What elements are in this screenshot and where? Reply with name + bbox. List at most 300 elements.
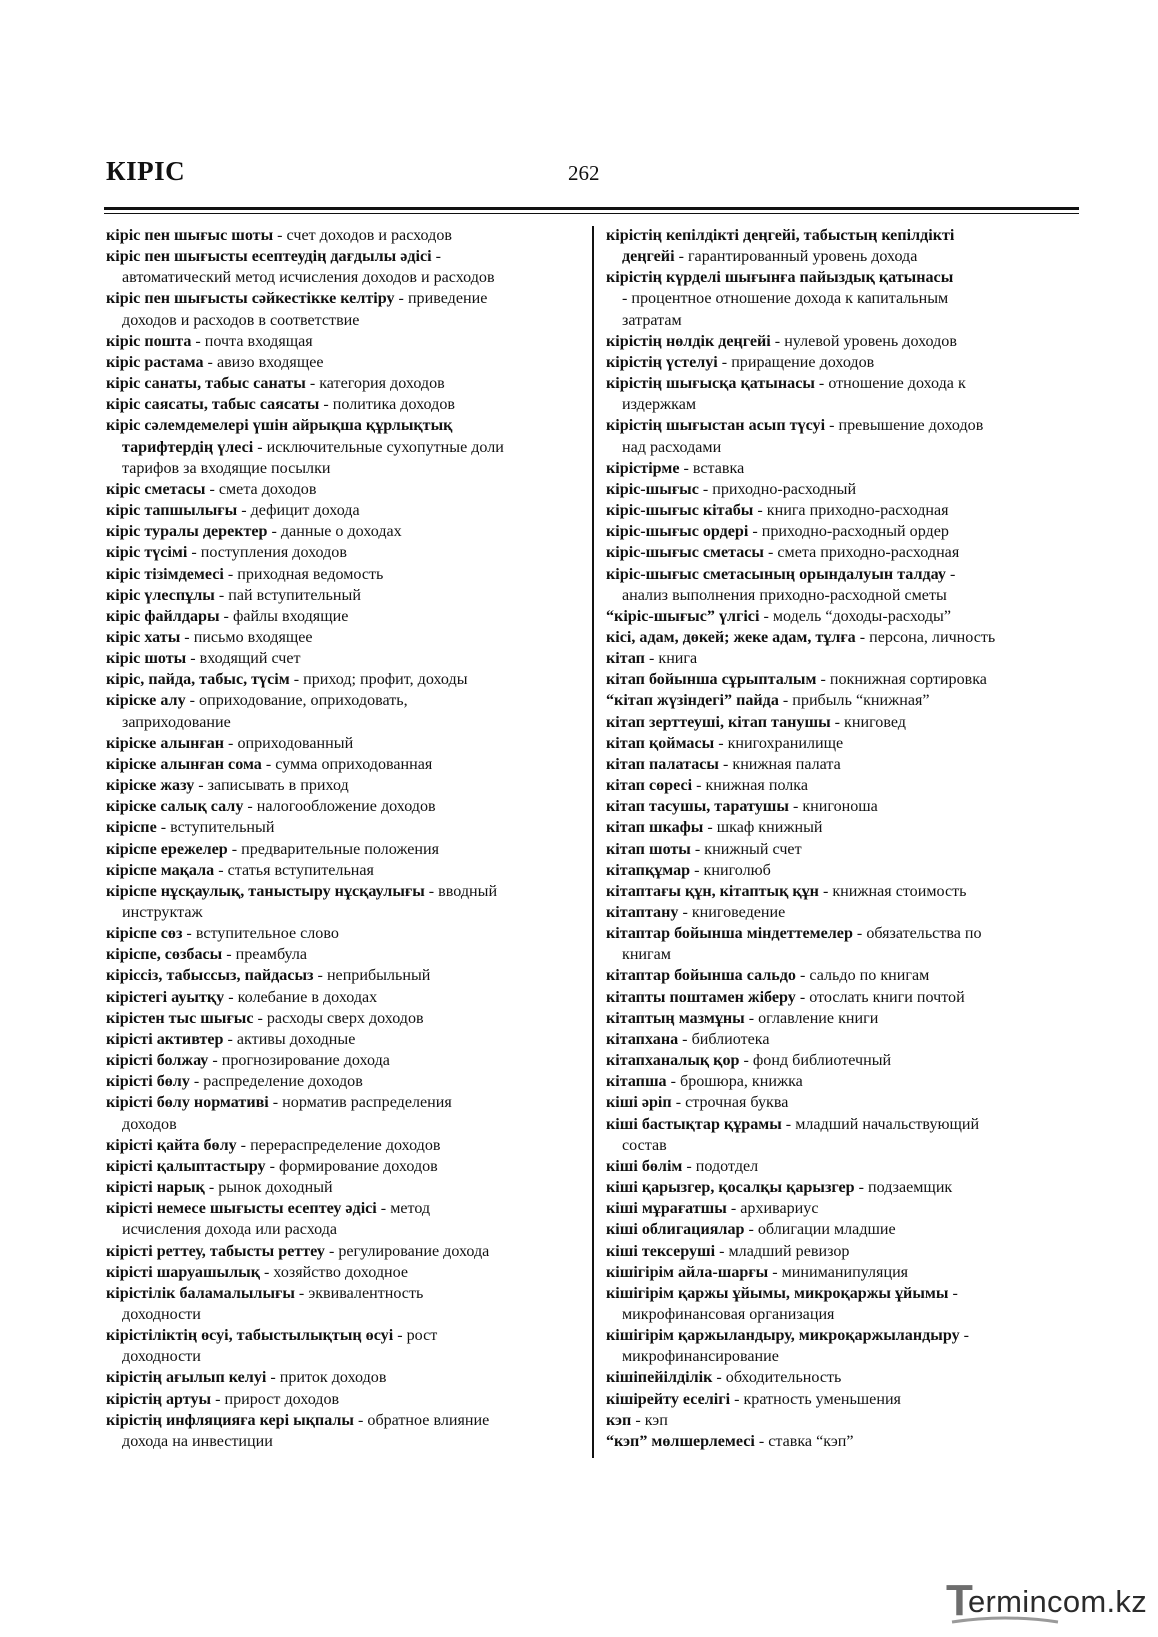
glossary-entry	[606, 352, 1080, 373]
glossary-entry	[606, 754, 1080, 775]
entry-definition: кратность уменьшения	[743, 1390, 901, 1408]
entry-term: кірістілік баламалылығы	[106, 1284, 295, 1302]
glossary-entry	[106, 500, 578, 521]
entry-definition-continued: микрофинансирование	[622, 1348, 779, 1366]
entry-definition: книжная полка	[705, 777, 809, 795]
entry-term: кіріспе ережелер	[106, 840, 228, 858]
entry-term: кітап қоймасы	[606, 734, 715, 752]
glossary-entry	[606, 1389, 1080, 1410]
entry-definition: книжная стоимость	[832, 882, 967, 900]
glossary-entry	[106, 606, 578, 627]
entry-definition: смета доходов	[218, 480, 317, 498]
glossary-entry	[106, 839, 578, 860]
entry-definition: метод	[390, 1200, 431, 1218]
header-rule-thick	[104, 207, 1079, 210]
entry-term: кірісті шаруашылық	[106, 1263, 260, 1281]
entry-separator: -	[744, 1221, 758, 1239]
entry-definition-continued: - процентное отношение дохода к капитальным	[622, 290, 949, 308]
entry-definition-continued: исчисления дохода или расхода	[122, 1221, 338, 1239]
entry-separator: -	[189, 1073, 204, 1091]
entry-definition: вводный	[438, 882, 498, 900]
entry-separator: -	[825, 417, 839, 435]
entry-term: кіріс туралы деректер	[106, 523, 268, 541]
entry-definition: приход; профит, доходы	[303, 671, 468, 689]
entry-separator: -	[156, 819, 171, 837]
glossary-entry	[106, 437, 578, 458]
entry-term: деңгейі	[622, 248, 675, 266]
entry-term: кіріске алынған сома	[106, 755, 262, 773]
entry-term: кірісті нарық	[106, 1179, 205, 1197]
entry-definition: письмо входящее	[193, 628, 313, 646]
entry-definition-continued: анализ выполнения приходно-расходной сметы	[622, 586, 947, 604]
entry-definition: оприходованный	[237, 734, 354, 752]
entry-term: кіші қарызгер, қосалқы қарызгер	[606, 1179, 855, 1197]
glossary-entry	[106, 1008, 578, 1029]
glossary-entry	[606, 1008, 1080, 1029]
glossary-entry	[106, 521, 578, 542]
glossary-entry	[606, 1431, 1080, 1452]
entry-definition: входящий счет	[199, 650, 301, 668]
entry-separator: -	[219, 607, 233, 625]
entry-definition: формирование доходов	[279, 1157, 438, 1175]
entry-term: кішігірім қаржыландыру, микроқаржыландыру	[606, 1327, 960, 1345]
entry-separator: -	[211, 1390, 225, 1408]
glossary-entry	[106, 288, 578, 309]
glossary-entry	[606, 881, 1080, 902]
entry-definition-continued: доходности	[122, 1305, 201, 1323]
glossary-entry	[606, 775, 1080, 796]
entry-definition: шкаф книжный	[716, 819, 823, 837]
entry-term: кітаптану	[606, 904, 679, 921]
entry-term: “кіріс-шығыс” үлгісі	[606, 607, 760, 625]
glossary-entry	[606, 1114, 1080, 1135]
glossary-entry	[106, 1071, 578, 1092]
glossary-entry	[106, 1241, 578, 1262]
entry-separator: -	[816, 671, 830, 689]
entry-term: кірістің нөлдік деңгейі	[606, 332, 771, 350]
glossary-entry	[106, 1325, 578, 1346]
glossary-entry	[106, 627, 578, 648]
entry-term: кітап сөресі	[606, 777, 693, 795]
entry-term: кіріс пен шығыс шоты	[106, 227, 274, 244]
glossary-entry	[606, 500, 1080, 521]
entry-separator: -	[788, 798, 803, 816]
entry-term: кіріс-шығыс	[606, 480, 699, 498]
entry-term: кішірейту еселігі	[606, 1390, 731, 1408]
glossary-entry	[106, 987, 578, 1008]
entry-definition-continued: автоматический метод исчисления доходов и расходов	[122, 269, 495, 287]
entry-separator: -	[353, 1411, 368, 1429]
entry-separator: -	[253, 438, 267, 456]
glossary-entry	[106, 796, 578, 817]
entry-definition-continued: заприходование	[122, 713, 231, 731]
entry-definition: младший начальствующий	[795, 1115, 980, 1133]
glossary-entry	[106, 1367, 578, 1388]
glossary-entry	[606, 542, 1080, 563]
entry-separator: -	[778, 692, 793, 710]
glossary-entry	[606, 902, 1080, 923]
entry-definition: превышение доходов	[838, 417, 984, 435]
entry-separator: -	[224, 988, 238, 1006]
glossary-entry	[106, 775, 578, 796]
entry-definition: приходно-расходный ордер	[761, 523, 949, 541]
glossary-entry	[106, 415, 578, 436]
glossary-entry	[606, 225, 1080, 246]
entry-separator: -	[205, 480, 219, 498]
entry-term: кітапхана	[606, 1030, 679, 1048]
entry-definition: приращение доходов	[731, 353, 875, 371]
entry-separator: -	[194, 777, 208, 795]
entry-separator: -	[682, 1157, 696, 1175]
entry-term: кітап бойынша сұрыпталым	[606, 671, 817, 689]
entry-definition: приходно-расходный	[712, 480, 857, 498]
entry-definition-continued: доходов	[122, 1115, 177, 1133]
entry-definition: перераспределение доходов	[250, 1136, 441, 1154]
entry-separator: -	[431, 248, 441, 266]
entry-definition: вставка	[692, 459, 745, 477]
entry-definition: фонд библиотечный	[752, 1052, 892, 1070]
entry-definition: книгоноша	[802, 798, 878, 816]
entry-term: “кітап жүзіндегі” пайда	[606, 692, 779, 710]
entry-definition: активы доходные	[236, 1030, 356, 1048]
entry-term: кірісті бөлу	[106, 1073, 190, 1091]
entry-definition: распределение доходов	[203, 1073, 363, 1091]
entry-term: кірісті немесе шығысты есептеу әдісі	[106, 1200, 377, 1218]
entry-term: кішігірім айла-шарғы	[606, 1263, 769, 1281]
entry-term: кітап тасушы, таратушы	[606, 798, 789, 816]
entry-separator: -	[266, 1369, 280, 1387]
entry-definition: облигации младшие	[757, 1221, 896, 1239]
glossary-entry	[106, 1410, 578, 1431]
glossary-entry	[106, 479, 578, 500]
entry-term: кіріс файлдары	[106, 607, 220, 625]
entry-separator: -	[204, 1179, 219, 1197]
entry-term: кірістің шығыстан асып түсуі	[606, 417, 826, 435]
entry-term: кірісті бөлу нормативі	[106, 1094, 269, 1112]
entry-separator: -	[644, 650, 659, 668]
entry-definition: данные о доходах	[280, 523, 402, 541]
entry-definition: хозяйство доходное	[273, 1263, 409, 1281]
entry-definition: брошюра, книжка	[680, 1073, 803, 1091]
logo-swoosh-icon	[950, 1616, 1060, 1626]
entry-term: кіріс тапшылығы	[106, 502, 238, 520]
entry-term: кітаптың мазмұны	[606, 1009, 745, 1027]
entry-definition: регулирование дохода	[338, 1242, 490, 1260]
entry-separator: -	[294, 1284, 309, 1302]
entry-term: кіріске салық салу	[106, 798, 244, 816]
entry-definition: политика доходов	[332, 396, 455, 414]
entry-separator: -	[717, 353, 732, 371]
entry-separator: -	[203, 353, 217, 371]
glossary-entry	[106, 1156, 578, 1177]
entry-definition: покнижная сортировка	[829, 671, 987, 689]
entry-definition: отношение дохода к	[828, 375, 966, 393]
entry-term: кіріске алынған	[106, 734, 225, 752]
entry-separator: -	[948, 1284, 958, 1302]
entry-separator: -	[237, 502, 251, 520]
entry-separator: -	[224, 734, 238, 752]
entry-definition: кэп	[644, 1411, 668, 1429]
entry-separator: -	[715, 1242, 729, 1260]
entry-separator: -	[236, 1136, 251, 1154]
entry-separator: -	[698, 480, 713, 498]
entry-separator: -	[748, 523, 762, 541]
entry-term: кіріс саясаты, табыс саясаты	[106, 396, 320, 414]
entry-separator: -	[692, 777, 706, 795]
entry-term: кірістің артуы	[106, 1390, 212, 1408]
entry-definition-continued: над расходами	[622, 438, 722, 456]
entry-definition-continued: состав	[622, 1136, 667, 1154]
entry-definition: персона, личность	[869, 628, 996, 646]
entry-definition: гарантированный уровень дохода	[687, 248, 918, 266]
column-divider	[592, 226, 594, 1458]
entry-separator: -	[243, 798, 257, 816]
entry-separator: -	[214, 861, 228, 879]
glossary-entry	[106, 754, 578, 775]
entry-term: кіріс-шығыс кітабы	[606, 502, 754, 520]
entry-definition: статья вступительная	[227, 861, 374, 879]
entry-separator: -	[739, 1052, 753, 1070]
glossary-entry	[606, 733, 1080, 754]
entry-definition-continued: затратам	[622, 311, 682, 329]
entry-separator: -	[319, 396, 333, 414]
entry-definition: записывать в приход	[207, 777, 349, 795]
glossary-entry	[606, 987, 1080, 1008]
glossary-entry	[606, 923, 1080, 944]
glossary-entry	[606, 458, 1080, 479]
entry-term: кіріспе, сөзбасы	[106, 946, 223, 964]
entry-separator: -	[753, 502, 767, 520]
glossary-entry	[106, 1389, 578, 1410]
entry-term: кіріспе нұсқаулық, таныстыру нұсқаулығы	[106, 882, 425, 900]
glossary-entry	[106, 817, 578, 838]
entry-separator: -	[712, 1369, 726, 1387]
entry-separator: -	[726, 1200, 741, 1218]
glossary-entry	[606, 479, 1080, 500]
glossary-entry	[106, 1262, 578, 1283]
entry-separator: -	[714, 734, 728, 752]
entry-definition: рынок доходный	[218, 1179, 333, 1197]
entry-term: кірістірме	[606, 459, 680, 477]
glossary-entry	[606, 331, 1080, 352]
glossary-entry	[106, 733, 578, 754]
glossary-entry	[606, 1071, 1080, 1092]
entry-definition: предварительные положения	[241, 840, 440, 858]
entry-separator: -	[261, 755, 276, 773]
entry-term: кітаптар бойынша сальдо	[606, 967, 796, 985]
entry-definition: обходительность	[725, 1369, 842, 1387]
header-rule-thin	[104, 213, 1079, 214]
entry-definition: категория доходов	[319, 375, 445, 393]
entry-term: кірістің кепілдікті деңгейі, табыстың кепілдікті	[606, 227, 955, 244]
entry-separator: -	[185, 692, 200, 710]
entry-separator: -	[814, 375, 829, 393]
entry-term: кіші облигациялар	[606, 1221, 745, 1239]
entry-term: кішігірім қаржы ұйымы, микроқаржы ұйымы	[606, 1284, 949, 1302]
entry-term: кіріс-шығыс ордері	[606, 523, 749, 541]
entry-separator: -	[268, 1094, 283, 1112]
entry-definition: нулевой уровень доходов	[784, 332, 957, 350]
entry-term: кірістің шығысқа қатынасы	[606, 375, 815, 393]
entry-definition: обязательства по	[866, 925, 982, 943]
entry-term: кіші бөлім	[606, 1157, 683, 1175]
glossary-entry	[606, 564, 1080, 585]
entry-definition: книга	[658, 650, 698, 668]
entry-definition: книга приходно-расходная	[766, 502, 949, 520]
entry-term: кіріске жазу	[106, 777, 195, 795]
entry-term: кірістегі ауытқу	[106, 988, 225, 1006]
glossary-entry	[106, 352, 578, 373]
entry-separator: -	[671, 1094, 686, 1112]
entry-definition: книжный счет	[704, 840, 802, 858]
entry-separator: -	[754, 1432, 769, 1450]
entry-term: кіріс үлеспұлы	[106, 586, 215, 604]
entry-definition: ставка “кэп”	[768, 1432, 854, 1450]
entry-definition: обратное влияние	[367, 1411, 490, 1429]
entry-definition: книголюб	[703, 861, 771, 879]
glossary-entry	[606, 1262, 1080, 1283]
entry-definition: прибыль “книжная”	[792, 692, 930, 710]
entry-separator: -	[674, 248, 688, 266]
entry-separator: -	[214, 586, 229, 604]
entry-term: кіріс растама	[106, 353, 204, 371]
left-column	[106, 225, 578, 1452]
entry-definition-continued: инструктаж	[122, 904, 203, 921]
entry-definition: прирост доходов	[224, 1390, 340, 1408]
entry-term: кітапша	[606, 1073, 667, 1091]
glossary-entry	[606, 965, 1080, 986]
entry-definition: отослать книги почтой	[809, 988, 965, 1006]
entry-separator: -	[186, 650, 200, 668]
entry-term: кіші бастықтар құрамы	[606, 1115, 782, 1133]
entry-separator: -	[768, 1263, 782, 1281]
logo-text: ermincom.kz	[968, 1584, 1147, 1619]
entry-term: кітапты поштамен жіберу	[606, 988, 796, 1006]
entry-definition: счет доходов и расходов	[286, 227, 452, 244]
glossary-entry	[106, 225, 578, 246]
entry-definition: сальдо по книгам	[809, 967, 930, 985]
glossary-entry	[106, 923, 578, 944]
glossary-entry	[606, 1283, 1080, 1304]
entry-definition: книгохранилище	[727, 734, 844, 752]
entry-separator: -	[818, 882, 833, 900]
glossary-entry	[106, 1135, 578, 1156]
entry-term: кірісті қайта бөлу	[106, 1136, 237, 1154]
entry-term: кіріс сәлемдемелері үшін айрықша құрлықтық	[106, 417, 453, 435]
entry-definition-continued: доходов и расходов в соответствие	[122, 311, 360, 329]
entry-separator: -	[678, 904, 692, 921]
entry-definition: почта входящая	[204, 332, 313, 350]
glossary-entry	[106, 331, 578, 352]
glossary-entry	[606, 1029, 1080, 1050]
entry-term: кірістің ағылып келуі	[106, 1369, 267, 1387]
glossary-entry	[106, 1177, 578, 1198]
entry-term: кіріс пен шығысты есептеудің дағдылы әдісі	[106, 248, 432, 266]
glossary-entry	[106, 394, 578, 415]
entry-definition: оприходование, оприходовать,	[199, 692, 408, 710]
entry-term: кіріс-шығыс сметасының орындалуын талдау	[606, 565, 946, 583]
entry-term: кіші әріп	[606, 1094, 672, 1112]
entry-separator: -	[690, 861, 704, 879]
entry-term: кітап зерттеуші, кітап танушы	[606, 713, 831, 731]
glossary-entry	[106, 1092, 578, 1113]
entry-definition-continued: издержкам	[622, 396, 697, 414]
entry-separator: -	[265, 1157, 279, 1175]
glossary-entry	[606, 415, 1080, 436]
glossary-entry	[606, 1367, 1080, 1388]
glossary-entry	[606, 246, 1080, 267]
entry-separator: -	[855, 628, 870, 646]
entry-term: кіріс пошта	[106, 332, 192, 350]
glossary-entry	[106, 542, 578, 563]
entry-definition-continued: доходности	[122, 1348, 201, 1366]
page-number: 262	[568, 161, 600, 185]
entry-definition: библиотека	[691, 1030, 770, 1048]
entry-definition-continued: дохода на инвестиции	[122, 1432, 273, 1450]
glossary-entry	[106, 1283, 578, 1304]
entry-separator: -	[305, 375, 320, 393]
entry-term: кітап шкафы	[606, 819, 704, 837]
entry-definition: прогнозирование дохода	[221, 1052, 390, 1070]
entry-term: кірістіліктің өсуі, табыстылықтың өсуі	[106, 1327, 394, 1345]
entry-separator: -	[631, 1411, 645, 1429]
entry-separator: -	[191, 332, 205, 350]
entry-separator: -	[795, 967, 810, 985]
entry-separator: -	[313, 967, 327, 985]
entry-separator: -	[730, 1390, 744, 1408]
entry-separator: -	[393, 1327, 407, 1345]
entry-term: кірістің үстелуі	[606, 353, 718, 371]
entry-term: кісі, адам, дөкей; жеке адам, тұлға	[606, 628, 856, 646]
entry-definition: преамбула	[235, 946, 308, 964]
entry-separator: -	[795, 988, 810, 1006]
glossary-entry	[606, 521, 1080, 542]
entry-separator: -	[678, 1030, 692, 1048]
entry-separator: -	[744, 1009, 759, 1027]
entry-definition: поступления доходов	[200, 544, 347, 562]
entry-definition: архивариус	[740, 1200, 819, 1218]
termincom-logo	[946, 1576, 1147, 1626]
entry-definition: строчная буква	[685, 1094, 789, 1112]
entry-separator: -	[208, 1052, 222, 1070]
glossary-entry	[606, 1219, 1080, 1240]
entry-separator: -	[376, 1200, 391, 1218]
entry-term: кіріс-шығыс сметасы	[606, 544, 764, 562]
glossary-entry	[606, 1092, 1080, 1113]
entry-term: кітап	[606, 650, 645, 668]
entry-separator: -	[945, 565, 956, 583]
entry-definition: сумма оприходованная	[275, 755, 433, 773]
glossary-entry	[106, 965, 578, 986]
glossary-entry	[106, 373, 578, 394]
glossary-entry	[606, 373, 1080, 394]
entry-definition: книжная палата	[732, 755, 841, 773]
glossary-entry	[106, 1050, 578, 1071]
entry-definition: приходная ведомость	[237, 565, 384, 583]
entry-separator: -	[394, 290, 408, 308]
entry-term: кітаптағы құн, кітаптық құн	[606, 882, 819, 900]
entry-separator: -	[187, 544, 201, 562]
entry-separator: -	[666, 1073, 680, 1091]
glossary-entry	[606, 1050, 1080, 1071]
glossary-entry	[106, 860, 578, 881]
glossary-entry	[606, 627, 1080, 648]
glossary-entry	[606, 796, 1080, 817]
entry-separator: -	[770, 332, 785, 350]
glossary-entry	[606, 1325, 1080, 1346]
right-column	[606, 225, 1080, 1452]
entry-term: кіріс түсімі	[106, 544, 188, 562]
